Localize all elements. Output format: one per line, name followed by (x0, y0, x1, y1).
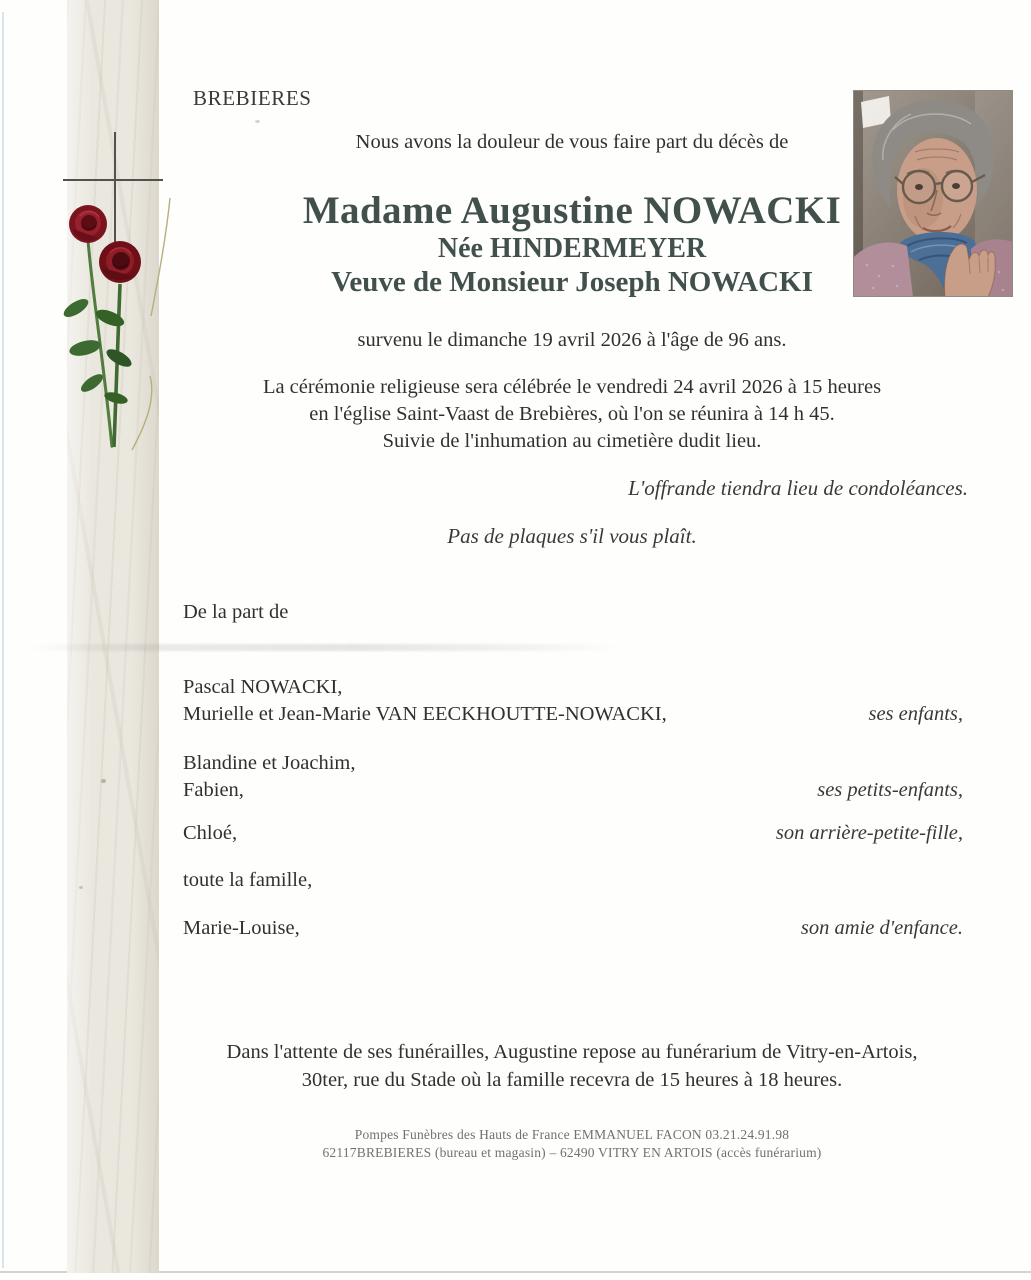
repose-line: Dans l'attente de ses funérailles, Augustine repose au funérarium de Vitry-en-Artois, (226, 1041, 918, 1063)
funeral-home-block (160, 1126, 984, 1161)
scan-smudge (30, 644, 620, 651)
no-plaques-line: Pas de plaques s'il vous plaît. (447, 524, 697, 548)
family-member-names: Blandine et Joachim, (183, 752, 356, 774)
scan-edge-line (2, 12, 4, 1268)
scan-speck (79, 886, 83, 889)
widow-line: Veuve de Monsieur Joseph NOWACKI (331, 266, 813, 298)
marble-band (67, 0, 159, 1273)
family-row (183, 869, 963, 892)
family-row (183, 917, 963, 940)
ceremony-line: La cérémonie religieuse sera célébrée le vendredi 24 avril 2026 à 15 heures (262, 376, 882, 398)
relation-label: son amie d'enfance. (800, 917, 963, 939)
relation-label: ses enfants, (868, 703, 963, 725)
from-label: De la part de (183, 601, 289, 623)
ceremony-line: Suivie de l'inhumation au cimetière dudit lieu. (382, 430, 762, 452)
deceased-name: Madame Augustine NOWACKI (302, 189, 842, 232)
ceremony-paragraph (160, 374, 984, 455)
intro-line: Nous avons la douleur de vous faire part du décès de (355, 131, 789, 153)
repose-paragraph (160, 1038, 984, 1094)
offering-line: L'offrande tiendra lieu de condoléances. (628, 476, 968, 500)
family-member-names: toute la famille, (183, 869, 313, 891)
family-row (183, 779, 963, 802)
funeral-home-line: 62117BREBIERES (bureau et magasin) – 62490 VITRY EN ARTOIS (accès funérarium) (322, 1144, 822, 1160)
death-date-line: survenu le dimanche 19 avril 2026 à l'âge de 96 ans. (357, 329, 787, 351)
town-label: BREBIERES (193, 86, 312, 110)
relation-label: ses petits-enfants, (817, 779, 963, 801)
scan-speck (255, 120, 260, 123)
maiden-name: Née HINDERMEYER (437, 233, 707, 264)
ceremony-line: en l'église Saint-Vaast de Brebières, où l'on se réunira à 14 h 45. (309, 403, 835, 425)
family-member-names: Chloé, (183, 822, 238, 844)
family-member-names: Fabien, (183, 779, 244, 801)
family-member-names: Marie-Louise, (183, 917, 300, 939)
funeral-home-line: Pompes Funèbres des Hauts de France EMMANUEL FACON 03.21.24.91.98 (354, 1127, 790, 1142)
scan-speck (101, 779, 106, 783)
repose-line: 30ter, rue du Stade où la famille recevra de 15 heures à 18 heures. (301, 1069, 843, 1091)
family-row (183, 752, 963, 775)
family-member-names: Murielle et Jean-Marie VAN EECKHOUTTE-NOWACKI, (183, 703, 667, 725)
relation-label: son arrière-petite-fille, (775, 822, 963, 844)
family-row (183, 676, 963, 699)
family-row (183, 822, 963, 845)
family-row (183, 703, 963, 726)
christian-cross-icon (63, 179, 163, 181)
portrait-photo (853, 90, 1013, 297)
family-member-names: Pascal NOWACKI, (183, 676, 343, 698)
